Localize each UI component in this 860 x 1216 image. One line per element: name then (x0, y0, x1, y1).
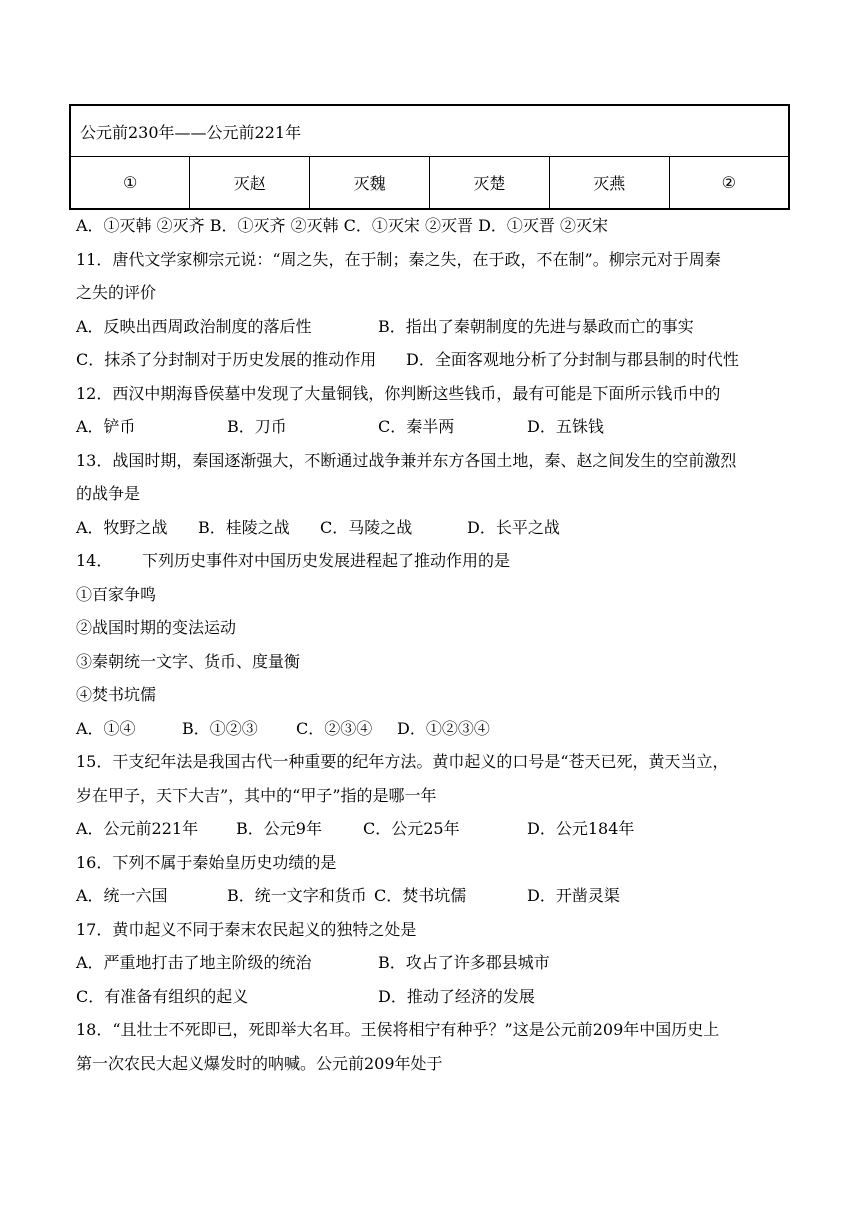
timeline-table (69, 104, 790, 210)
text-line (76, 578, 788, 612)
text-line (76, 879, 788, 913)
option-text: B．公元9年 (236, 819, 322, 838)
line-text: A．①④ (76, 718, 136, 738)
text-line (76, 913, 788, 947)
text-line (76, 243, 788, 277)
line-text: 17．黄巾起义不同于秦末农民起义的独特之处是 (76, 919, 417, 939)
text-line (76, 678, 788, 712)
text-line (76, 343, 788, 377)
text-line (76, 779, 788, 813)
timeline-cell: 灭赵 (190, 157, 310, 210)
option-text: D．推动了经济的发展 (378, 986, 535, 1006)
option-text: C．公元25年 (363, 819, 460, 838)
line-text: 第一次农民大起义爆发时的呐喊。公元前209年处于 (76, 1053, 443, 1073)
option-text: D．五铢钱 (527, 417, 604, 436)
text-line (76, 1013, 788, 1047)
line-text: 16．下列不属于秦始皇历史功绩的是 (76, 852, 337, 872)
text-line (76, 812, 788, 846)
timeline-header-row (70, 105, 789, 157)
line-text: A．严重地打击了地主阶级的统治 (76, 953, 312, 972)
timeline-cell: 灭楚 (429, 157, 549, 210)
option-text: B．刀币 (227, 417, 287, 436)
option-text: D．公元184年 (527, 819, 635, 838)
text-line (76, 1047, 788, 1081)
option-text: C．焚书坑儒 (374, 886, 467, 905)
line-text: ④焚书坑儒 (76, 685, 157, 704)
timeline-cell: 灭燕 (549, 157, 669, 210)
option-text: C．②③④ (296, 718, 373, 738)
text-line (76, 410, 788, 444)
option-text: D．①②③④ (397, 718, 490, 738)
option-text: B．攻占了许多郡县城市 (378, 953, 550, 972)
option-text: 下列历史事件对中国历史发展进程起了推动作用的是 (142, 551, 511, 570)
text-line (76, 946, 788, 980)
line-text: 的战争是 (76, 484, 141, 503)
line-text: ②战国时期的变法运动 (76, 618, 237, 637)
timeline-cell: 灭魏 (310, 157, 430, 210)
text-line (76, 544, 788, 578)
option-text: D．全面客观地分析了分封制与郡县制的时代性 (406, 350, 739, 369)
timeline-cells-row (70, 157, 789, 210)
text-line (76, 645, 788, 679)
line-text: A．反映出西周政治制度的落后性 (76, 316, 312, 336)
text-line (76, 511, 788, 545)
line-text: C．有准备有组织的起义 (76, 986, 249, 1006)
text-line (76, 611, 788, 645)
text-line (76, 477, 788, 511)
option-text: B．桂陵之战 (198, 517, 290, 537)
line-text: ①百家争鸣 (76, 584, 157, 604)
text-line (76, 980, 788, 1014)
line-text: A．铲币 (76, 417, 136, 436)
text-line (76, 276, 788, 310)
text-line (76, 310, 788, 344)
timeline-header: 公元前230年——公元前221年 (70, 105, 789, 157)
text-line (76, 444, 788, 478)
option-text: C．马陵之战 (320, 517, 413, 537)
option-text: B．①②③ (182, 718, 258, 738)
timeline-cell: ① (70, 157, 190, 210)
line-text: A．牧野之战 (76, 517, 168, 537)
line-text: C．抹杀了分封制对于历史发展的推动作用 (76, 350, 377, 369)
question-text-block (76, 209, 788, 1080)
option-text: B．指出了秦朝制度的先进与暴政而亡的事实 (378, 316, 694, 336)
text-line (76, 209, 788, 243)
option-text: B．统一文字和货币 (227, 886, 367, 905)
line-text: A．公元前221年 (76, 819, 199, 838)
text-line (76, 745, 788, 779)
line-text: 岁在甲子，天下大吉”，其中的“甲子”指的是哪一年 (76, 785, 437, 805)
option-text: D．长平之战 (467, 517, 560, 537)
line-text: 之失的评价 (76, 283, 157, 302)
line-text: 11．唐代文学家柳宗元说：“周之失，在于制；秦之失，在于政，不在制”。柳宗元对于周秦 (76, 249, 721, 269)
line-text: 18．“且壮士不死即已，死即举大名耳。王侯将相宁有种乎？”这是公元前209年中国历史上 (76, 1020, 720, 1039)
timeline-cell: ② (669, 157, 789, 210)
line-text: A．①灭韩 ②灭齐 B．①灭齐 ②灭韩 C．①灭宋 ②灭晋 D．①灭晋 ②灭宋 (76, 216, 608, 235)
text-line (76, 712, 788, 746)
option-text: C．秦半两 (378, 417, 455, 436)
line-text: 14． (76, 551, 113, 570)
text-line (76, 377, 788, 411)
line-text: 12．西汉中期海昏侯墓中发现了大量铜钱，你判断这些钱币，最有可能是下面所示钱币中的 (76, 383, 721, 403)
text-line (76, 846, 788, 880)
line-text: A．统一六国 (76, 886, 168, 905)
option-text: D．开凿灵渠 (527, 886, 620, 905)
line-text: 15．干支纪年法是我国古代一种重要的纪年方法。黄巾起义的口号是“苍天已死，黄天当立， (76, 752, 729, 771)
line-text: 13．战国时期，秦国逐渐强大，不断通过战争兼并东方各国土地，秦、赵之间发生的空前激烈 (76, 450, 737, 470)
line-text: ③秦朝统一文字、货币、度量衡 (76, 651, 301, 671)
